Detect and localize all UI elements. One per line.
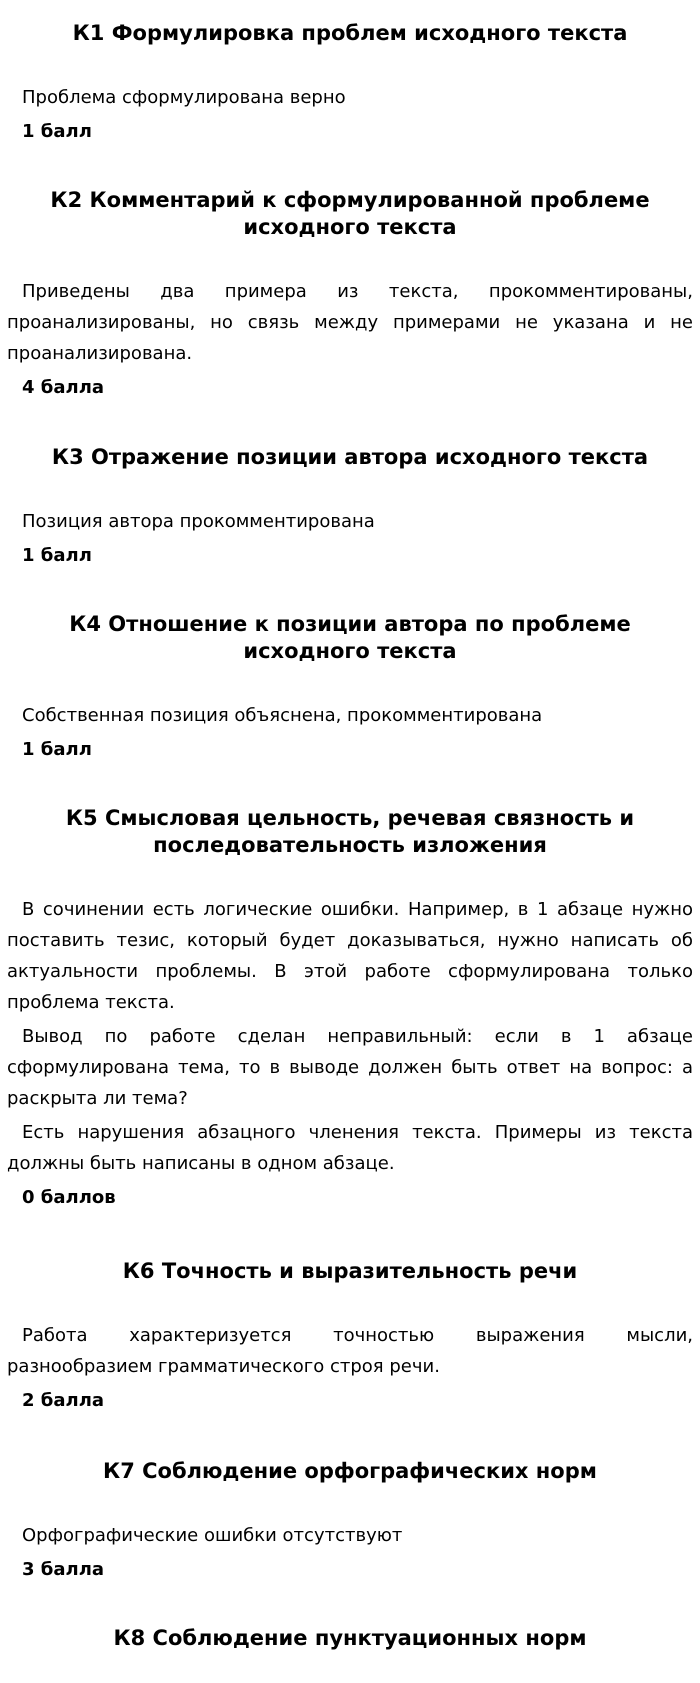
criterion-comment: Проблема сформулирована верно (22, 87, 346, 108)
criterion-k6 (7, 1258, 693, 1416)
criterion-comment: В сочинении есть логические ошибки. Например, в 1 абзаце нужно поставить тезис, который будет доказываться, нужно написать об актуальности проблемы. В этой работе сформулирована только проблема текста. (7, 899, 693, 1013)
criterion-comment: Работа характеризуется точностью выражения мысли, разнообразием грамматического строя речи. (7, 1325, 693, 1377)
criterion-k3 (7, 444, 693, 571)
criterion-comment: Приведены два примера из текста, прокомментированы, проанализированы, но связь между примерами не указана и не проанализирована. (7, 281, 693, 364)
criterion-comment: Есть нарушения абзацного членения текста. Примеры из текста должны быть написаны в одном абзаце. (7, 1122, 693, 1174)
criterion-score: 1 балл (22, 739, 92, 760)
criterion-title: К3 Отражение позиции автора исходного текста (51, 445, 649, 469)
criterion-k7 (7, 1458, 693, 1585)
criterion-score: 3 балла (22, 1559, 105, 1580)
criterion-score: 4 балла (22, 377, 105, 398)
criterion-title: К2 Комментарий к сформулированной проблеме исходного текста (50, 188, 650, 239)
criterion-score: 2 балла (22, 1390, 105, 1411)
criterion-score: 1 балл (22, 121, 92, 142)
criterion-score: 0 баллов (22, 1187, 116, 1208)
criterion-comment: Позиция автора прокомментирована (22, 511, 375, 532)
criterion-title: К1 Формулировка проблем исходного текста (72, 21, 628, 45)
criterion-title: К6 Точность и выразительность речи (122, 1259, 578, 1283)
criterion-title: К5 Смысловая цельность, речевая связность и последовательность изложения (65, 806, 635, 857)
criterion-k8 (7, 1625, 693, 1652)
criterion-title: К4 Отношение к позиции автора по проблеме исходного текста (69, 612, 631, 663)
criterion-k5 (7, 805, 693, 1213)
criterion-k2 (7, 187, 693, 403)
criterion-k1 (7, 20, 693, 147)
criterion-title: К7 Соблюдение орфографических норм (103, 1459, 597, 1483)
criterion-comment: Орфографические ошибки отсутствуют (22, 1525, 403, 1546)
criterion-comment: Вывод по работе сделан неправильный: если в 1 абзаце сформулирована тема, то в выводе должен быть ответ на вопрос: а раскрыта ли тема? (7, 1026, 693, 1109)
criterion-comment: Собственная позиция объяснена, прокомментирована (22, 705, 543, 726)
criterion-title: К8 Соблюдение пунктуационных норм (113, 1626, 587, 1650)
criterion-score: 1 балл (22, 545, 92, 566)
criterion-k4 (7, 611, 693, 765)
